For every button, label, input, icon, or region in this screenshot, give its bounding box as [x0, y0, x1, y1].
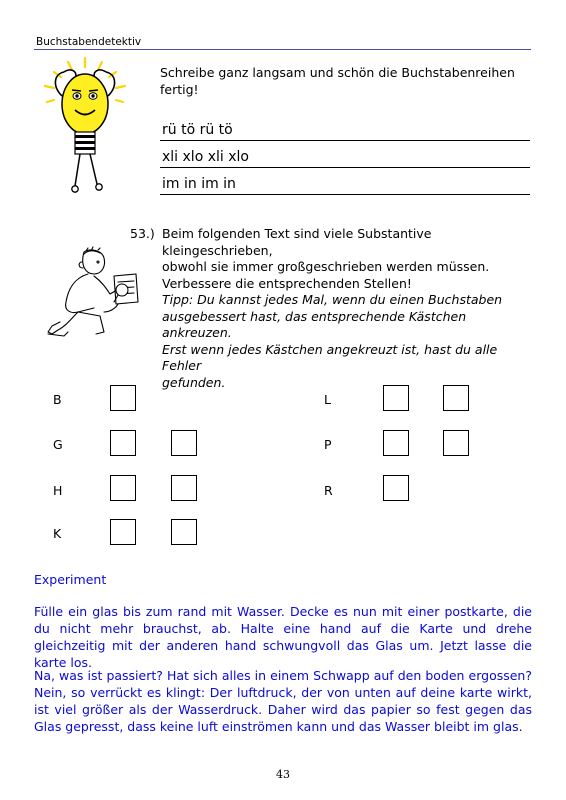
writing-line-1[interactable] — [160, 120, 530, 141]
letter-k-checkbox-1[interactable] — [110, 519, 136, 545]
letter-h-checkbox-2[interactable] — [171, 475, 197, 501]
letter-p-checkbox-1[interactable] — [383, 430, 409, 456]
letter-p-checkbox-2[interactable] — [443, 430, 469, 456]
letter-g-checkbox-2[interactable] — [171, 430, 197, 456]
tip-text-line: ausgebessert hast, das entsprechende Kästchen ankreuzen. — [162, 308, 467, 340]
detective-kneeling-illustration — [44, 246, 144, 342]
letter-label-h: H — [53, 483, 63, 498]
task-text-line: Beim folgenden Text sind viele Substantive kleingeschrieben, — [162, 226, 432, 258]
writing-line-2[interactable] — [160, 147, 530, 168]
letter-label-r: R — [324, 483, 333, 498]
letter-k-checkbox-2[interactable] — [171, 519, 197, 545]
tip-text-line: gefunden. — [162, 374, 226, 390]
letter-l-checkbox-2[interactable] — [443, 385, 469, 411]
letter-h-checkbox-1[interactable] — [110, 475, 136, 501]
page-header-title: Buchstabendetektiv — [36, 36, 142, 48]
tip-text-line: Erst wenn jedes Kästchen angekreuzt ist, hast du alle Fehler — [162, 341, 498, 373]
letter-label-p: P — [324, 437, 332, 452]
page-number: 43 — [276, 768, 290, 781]
task-number: 53.) — [130, 226, 155, 241]
letter-l-checkbox-1[interactable] — [383, 385, 409, 411]
tip-text-line: Tipp: Du kannst jedes Mal, wenn du einen Buchstaben — [162, 292, 503, 307]
writing-instruction: Schreibe ganz langsam und schön die Buchstabenreihen fertig! — [160, 65, 515, 97]
experiment-paragraph-1: Fülle ein glas bis zum rand mit Wasser. Decke es nun mit einer postkarte, die du nicht mehr brauchst, ab. Halte eine hand auf die Karte und drehe gleichzeitig mit der anderen hand schwungvoll das Glas um. Jetzt lasse die karte los. — [34, 604, 532, 670]
letter-g-checkbox-1[interactable] — [110, 430, 136, 456]
letter-label-k: K — [53, 526, 62, 541]
lightbulb-character-illustration — [42, 56, 128, 198]
writing-line-text: xli xlo xli xlo — [162, 149, 249, 165]
experiment-paragraph-2: Na, was ist passiert? Hat sich alles in einem Schwapp auf den boden ergossen? Nein, so verrückt es klingt: Der luftdruck, der von unten auf deine karte wirkt, ist viel größer als der Wasserdruck. Daher wird das papier so fest gegen das Glas gepresst, dass keine luft einströmen kann und das Wasser bleibt im glas. — [34, 668, 532, 734]
task-text-line: obwohl sie immer großgeschrieben werden müssen. — [162, 259, 490, 274]
letter-b-checkbox-1[interactable] — [110, 385, 136, 411]
letter-label-l: L — [324, 392, 331, 407]
header-rule — [34, 49, 531, 50]
task-text-line: Verbessere die entsprechenden Stellen! — [162, 275, 412, 291]
task-instructions — [162, 226, 534, 391]
letter-r-checkbox-1[interactable] — [383, 475, 409, 501]
writing-line-text: im in im in — [162, 176, 236, 192]
letter-label-g: G — [53, 437, 63, 452]
letter-label-b: B — [53, 392, 62, 407]
writing-line-3[interactable] — [160, 174, 530, 195]
writing-line-text: rü tö rü tö — [162, 122, 233, 138]
experiment-title: Experiment — [34, 572, 107, 587]
